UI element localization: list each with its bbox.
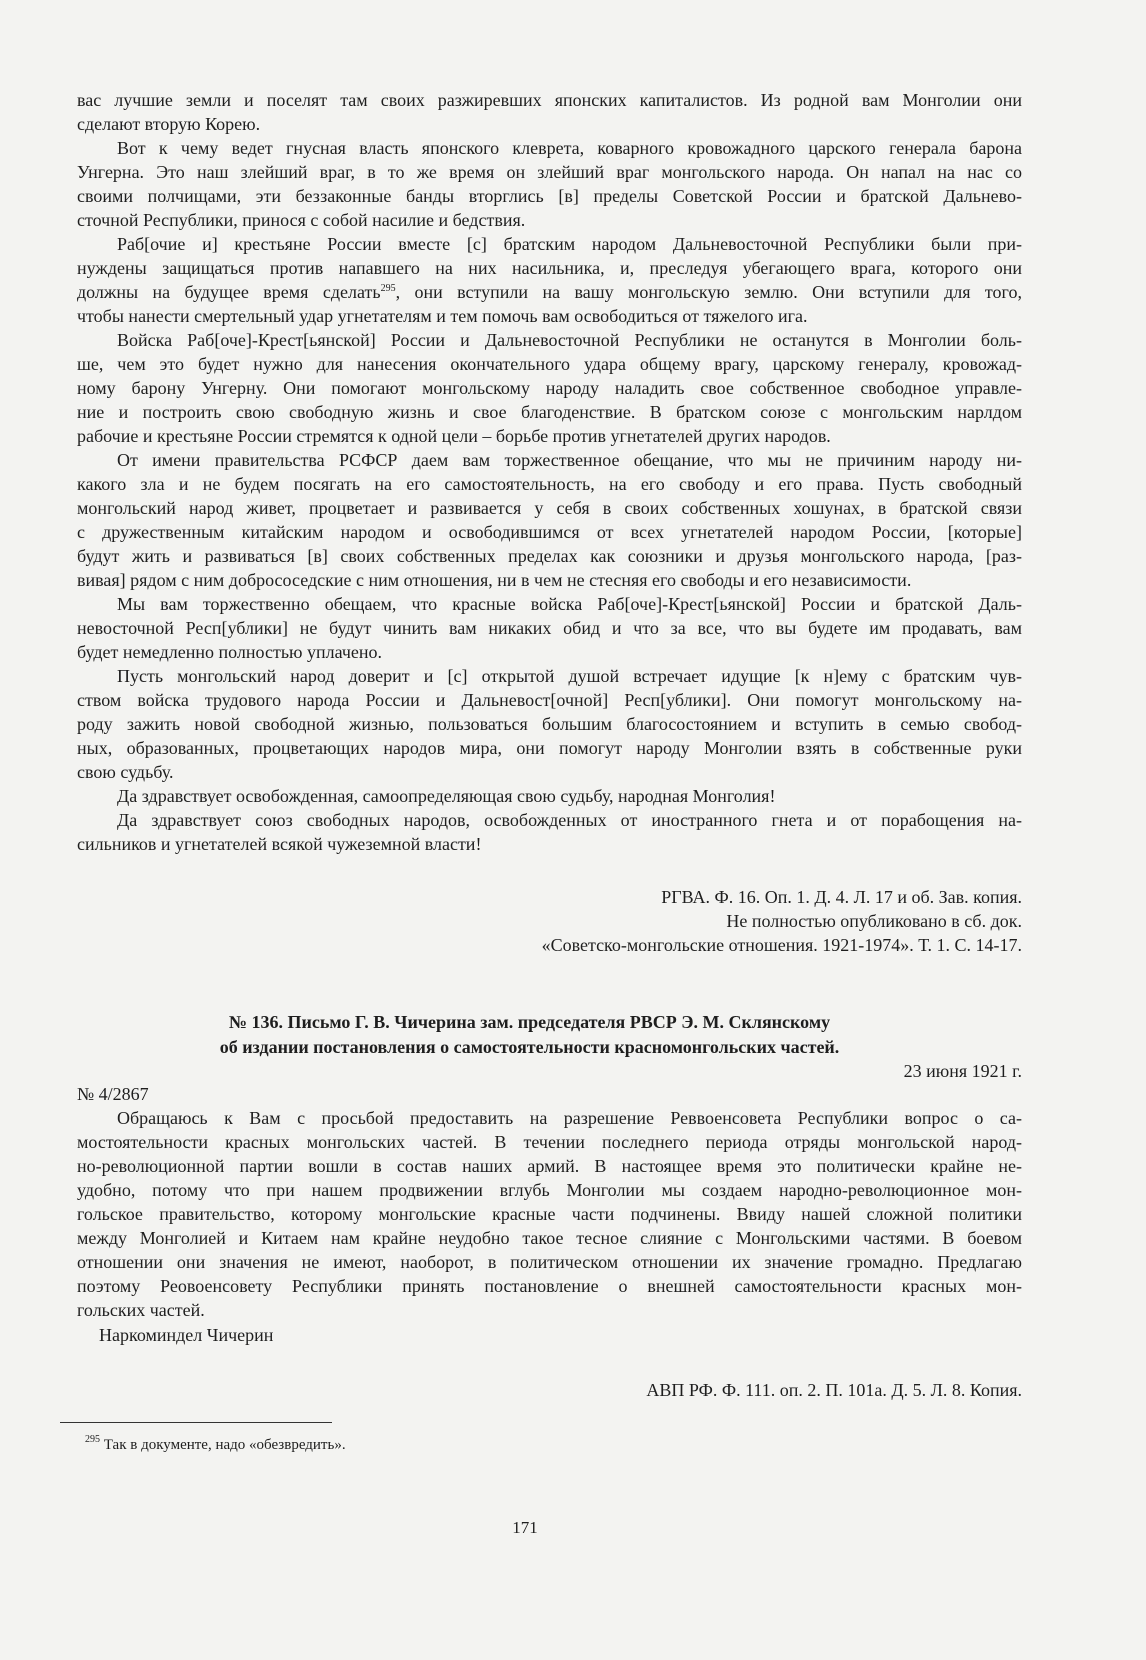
source-line: РГВА. Ф. 16. Оп. 1. Д. 4. Л. 17 и об. Зав. копия. xyxy=(661,887,1022,907)
text-line: ше, чем это будет нужно для нанесения окончательного удара общему врагу, царскому генералу, кровожад- xyxy=(77,354,1022,374)
text-line: нуждены защищаться против напавшего на них насильника, и, преследуя убегающего врага, которого они xyxy=(77,258,1022,278)
text-line: Мы вам торжественно обещаем, что красные войска Раб[оче]-Крест[ьянской] России и братской Даль- xyxy=(117,594,1022,614)
text-line: Унгерна. Это наш злейший враг, в то же время он злейший враг монгольского народа. Он напал на нас со xyxy=(77,162,1022,182)
text-line: Вот к чему ведет гнусная власть японского клеврета, коварного кровожадного царского генерала барона xyxy=(117,138,1022,158)
text-line: Обращаюсь к Вам с просьбой предоставить на разрешение Реввоенсовета Республики вопрос о са- xyxy=(117,1108,1022,1128)
main-text xyxy=(77,88,1022,856)
text-line: Да здравствует освобожденная, самоопределяющая свою судьбу, народная Монголия! xyxy=(117,786,776,806)
text-line: ных, образованных, процветающих народов мира, они помогут народу Монголии взять в собственные руки xyxy=(77,738,1022,758)
source-line: «Советско-монгольские отношения. 1921-1974». Т. 1. С. 14-17. xyxy=(541,935,1022,955)
text-line: сделают вторую Корею. xyxy=(77,114,261,134)
archive-reference xyxy=(77,1378,1022,1402)
text-line: вас лучшие земли и поселят там своих разжиревших японских капиталистов. Из родной вам Монголии они xyxy=(77,90,1022,110)
text-line: с дружественным китайским народом и освободившимся от всех угнетателей народом России, [которые] xyxy=(77,522,1022,542)
text-line: мостоятельности красных монгольских частей. В течении последнего периода отряды монгольской народ- xyxy=(77,1132,1022,1152)
text-line: Раб[очие и] крестьяне России вместе [с] братским народом Дальневосточной Республики были при- xyxy=(117,234,1022,254)
text-line: сильников и угнетателей всякой чужеземной власти! xyxy=(77,834,482,854)
heading-line: об издании постановления о самостоятельности красномонгольских частей. xyxy=(219,1037,840,1057)
text-line: вивая] рядом с ним добрососедские с ним отношения, ни в чем не стесняя его свободы и его независимости. xyxy=(77,570,912,590)
text-fragment: , они вступили на вашу монгольскую землю. Они вступили для того, xyxy=(395,282,1022,302)
footnote xyxy=(85,1435,346,1455)
document-number xyxy=(77,1082,1022,1106)
text-line: своими полчищами, эти беззаконные банды вторглись [в] пределы Советской России и братской Дальнево- xyxy=(77,186,1022,206)
text-line: рабочие и крестьяне России стремятся к одной цели – борьбе против угнетателей других народов. xyxy=(77,426,831,446)
text-line: будет немедленно полностью уплачено. xyxy=(77,642,383,662)
text-line: ством войска трудового народа России и Дальневост[очной] Респ[ублики]. Они помогут монгольскому на- xyxy=(77,690,1022,710)
letter-body xyxy=(77,1106,1022,1322)
text-fragment: должны на будущее время сделать xyxy=(77,282,381,302)
document-date xyxy=(77,1059,1022,1083)
source-line: Не полностью опубликовано в сб. док. xyxy=(726,911,1022,931)
date-text: 23 июня 1921 г. xyxy=(903,1061,1022,1081)
page-number: 171 xyxy=(512,1518,538,1537)
text-line: удобно, потому что при нашем продвижении вглубь Монголии мы создаем народно-революционное мон- xyxy=(77,1180,1022,1200)
source-note xyxy=(77,885,1022,957)
text-line: но-революционной партии вошли в состав наших армий. В настоящее время это политически крайне не- xyxy=(77,1156,1022,1176)
text-line: сточной Республики, принося с собой насилие и бедствия. xyxy=(77,210,526,230)
footnote-reference: 295 xyxy=(380,283,396,294)
footnote-divider xyxy=(60,1422,332,1423)
text-line: свою судьбу. xyxy=(77,762,174,782)
archive-text: АВП РФ. Ф. 111. оп. 2. П. 101а. Д. 5. Л. 8. Копия. xyxy=(646,1380,1022,1400)
text-line: какого зла и не будем посягать на его самостоятельность, на его свободу и его права. Пусть свободный xyxy=(77,474,1022,494)
footnote-number: 295 xyxy=(85,1434,100,1445)
text-line: поэтому Реовоенсовету Республики принять постановление о внешней самостоятельности красных мон- xyxy=(77,1276,1022,1296)
text-line: ние и построить свою свободную жизнь и свое благоденствие. В братском союзе с монгольским нарлдом xyxy=(77,402,1022,422)
heading-line: № 136. Письмо Г. В. Чичерина зам. председателя РВСР Э. М. Склянскому xyxy=(228,1012,831,1032)
text-line: роду зажить новой свободной жизнью, пользоваться большим благосостоянием и вступить в семью свобод- xyxy=(77,714,1022,734)
text-line: Войска Раб[оче]-Крест[ьянской] России и Дальневосточной Республики не останутся в Монголии боль- xyxy=(117,330,1022,350)
signature-text: Наркоминдел Чичерин xyxy=(99,1325,274,1345)
text-line xyxy=(77,280,1022,304)
text-line: Пусть монгольский народ доверит и [с] открытой душой встречает идущие [к н]ему с братским чув- xyxy=(117,666,1022,686)
text-line: ному барону Унгерну. Они помогают монгольскому народу наладить свое собственное свободное управле- xyxy=(77,378,1022,398)
footnote-text: Так в документе, надо «обезвредить». xyxy=(103,1437,346,1453)
text-line: гольское правительство, которому монгольские красные части подчинены. Ввиду нашей сложной политики xyxy=(77,1204,1022,1224)
text-line: От имени правительства РСФСР даем вам торжественное обещание, что мы не причиним народу ни- xyxy=(117,450,1022,470)
text-line: невосточной Респ[ублики] не будут чинить вам никаких обид и что за все, что вы будете им продавать, вам xyxy=(77,618,1022,638)
text-line: между Монголией и Китаем нам крайне неудобно такое тесное слияние с Монгольскими частями. В боевом xyxy=(77,1228,1022,1248)
number-text: № 4/2867 xyxy=(77,1084,149,1104)
text-line: чтобы нанести смертельный удар угнетателям и тем помочь вам освободиться от тяжелого ига. xyxy=(77,306,808,326)
text-line: Да здравствует союз свободных народов, освобожденных от иностранного гнета и от порабощения на- xyxy=(117,810,1022,830)
text-line: монгольский народ живет, процветает и развивается у себя в своих собственных хошунах, в братской связи xyxy=(77,498,1022,518)
text-line: гольских частей. xyxy=(77,1300,205,1320)
text-line: отношении они значения не имеют, наоборот, в политическом отношении их значение громадно. Предлагаю xyxy=(77,1252,1022,1272)
signature xyxy=(77,1323,1044,1347)
document-heading xyxy=(77,1010,982,1060)
text-line: будут жить и развиваться [в] своих собственных пределах как союзники и друзья монгольского народа, [раз- xyxy=(77,546,1022,566)
